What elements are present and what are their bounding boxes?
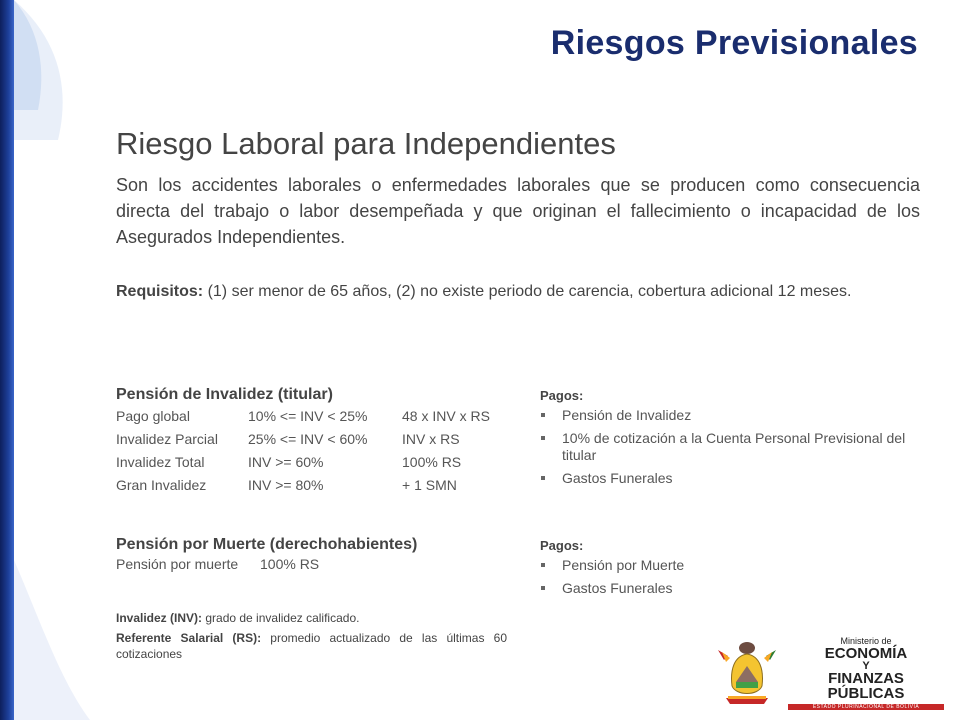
logo-line1: Ministerio de bbox=[840, 636, 892, 646]
bullet-icon bbox=[541, 563, 545, 567]
table-row bbox=[116, 477, 490, 500]
muerte-title: Pensión por Muerte (derechohabientes) bbox=[116, 536, 418, 553]
pagos-list bbox=[540, 407, 940, 487]
table-cell: Invalidez Parcial bbox=[116, 431, 218, 447]
list-item-text: Pensión de Invalidez bbox=[562, 407, 692, 423]
table-row bbox=[116, 431, 490, 454]
list-item-text: 10% de cotización a la Cuenta Personal Previsional del titular bbox=[562, 430, 906, 463]
invalidez-table bbox=[116, 408, 490, 500]
bullet-icon bbox=[541, 436, 545, 440]
list-item bbox=[540, 407, 940, 424]
logo-line4: FINANZAS PÚBLICAS bbox=[827, 670, 905, 702]
muerte-section bbox=[116, 536, 516, 579]
bullet-icon bbox=[541, 476, 545, 480]
pagos-list bbox=[540, 557, 940, 597]
logo-line2: ECONOMÍA bbox=[824, 645, 908, 662]
bullet-icon bbox=[541, 413, 545, 417]
pagos-label: Pagos: bbox=[540, 388, 584, 403]
requisitos-label: Requisitos: bbox=[116, 283, 204, 300]
requisitos-text: (1) ser menor de 65 años, (2) no existe periodo de carencia, cobertura adicional 12 meses. bbox=[203, 283, 852, 300]
invalidez-section bbox=[116, 386, 516, 500]
table-cell: INV x RS bbox=[402, 431, 460, 447]
table-row bbox=[116, 556, 319, 579]
bullet-icon bbox=[541, 586, 545, 590]
table-cell: Pago global bbox=[116, 408, 190, 424]
note-rs-label: Referente Salarial (RS): bbox=[116, 631, 262, 645]
list-item bbox=[540, 557, 940, 574]
pagos-muerte bbox=[540, 538, 940, 603]
page-title: Riesgos Previsionales bbox=[550, 24, 918, 62]
note-rs-text: promedio actualizado de las últimas 60 cotizaciones bbox=[116, 631, 507, 661]
table-row bbox=[116, 454, 490, 477]
table-cell: 100% RS bbox=[260, 556, 320, 572]
logo-line5: ESTADO PLURINACIONAL DE BOLIVIA bbox=[788, 704, 944, 710]
table-cell: INV >= 60% bbox=[248, 454, 324, 470]
table-cell: 100% RS bbox=[402, 454, 462, 470]
intro-paragraph: Son los accidentes laborales o enfermedades laborales que se producen como consecuencia directa del trabajo o labor desempeñada y que originan el fallecimiento o incapacidad de los Asegurados Independientes. bbox=[116, 175, 920, 247]
list-item bbox=[540, 430, 940, 464]
left-accent-band bbox=[0, 0, 14, 720]
list-item-text: Gastos Funerales bbox=[562, 470, 673, 486]
invalidez-title: Pensión de Invalidez (titular) bbox=[116, 386, 333, 403]
table-cell: Pensión por muerte bbox=[116, 556, 239, 572]
table-row bbox=[116, 408, 490, 431]
note-rs bbox=[116, 630, 507, 662]
ministry-wordmark bbox=[788, 636, 944, 710]
list-item-text: Pensión por Muerte bbox=[562, 557, 685, 573]
muerte-table bbox=[116, 556, 319, 579]
table-cell: 10% <= INV < 25% bbox=[248, 408, 368, 424]
ministry-logo bbox=[716, 630, 946, 710]
logo-line3: Y bbox=[862, 660, 870, 672]
definitions-notes bbox=[116, 610, 507, 666]
table-cell: INV >= 80% bbox=[248, 477, 324, 493]
pagos-invalidez bbox=[540, 388, 940, 493]
coat-of-arms-icon bbox=[716, 640, 778, 706]
requisitos-paragraph bbox=[116, 280, 920, 303]
note-inv-text: grado de invalidez calificado. bbox=[202, 611, 360, 625]
list-item-text: Gastos Funerales bbox=[562, 580, 673, 596]
section-subtitle: Riesgo Laboral para Independientes bbox=[116, 126, 616, 161]
table-cell: Gran Invalidez bbox=[116, 477, 207, 493]
table-cell: Invalidez Total bbox=[116, 454, 205, 470]
table-cell: + 1 SMN bbox=[402, 477, 457, 493]
note-inv bbox=[116, 610, 507, 626]
list-item bbox=[540, 580, 940, 597]
table-cell: 25% <= INV < 60% bbox=[248, 431, 368, 447]
note-inv-label: Invalidez (INV): bbox=[116, 611, 203, 625]
table-cell: 48 x INV x RS bbox=[402, 408, 490, 424]
list-item bbox=[540, 470, 940, 487]
pagos-label: Pagos: bbox=[540, 538, 584, 553]
